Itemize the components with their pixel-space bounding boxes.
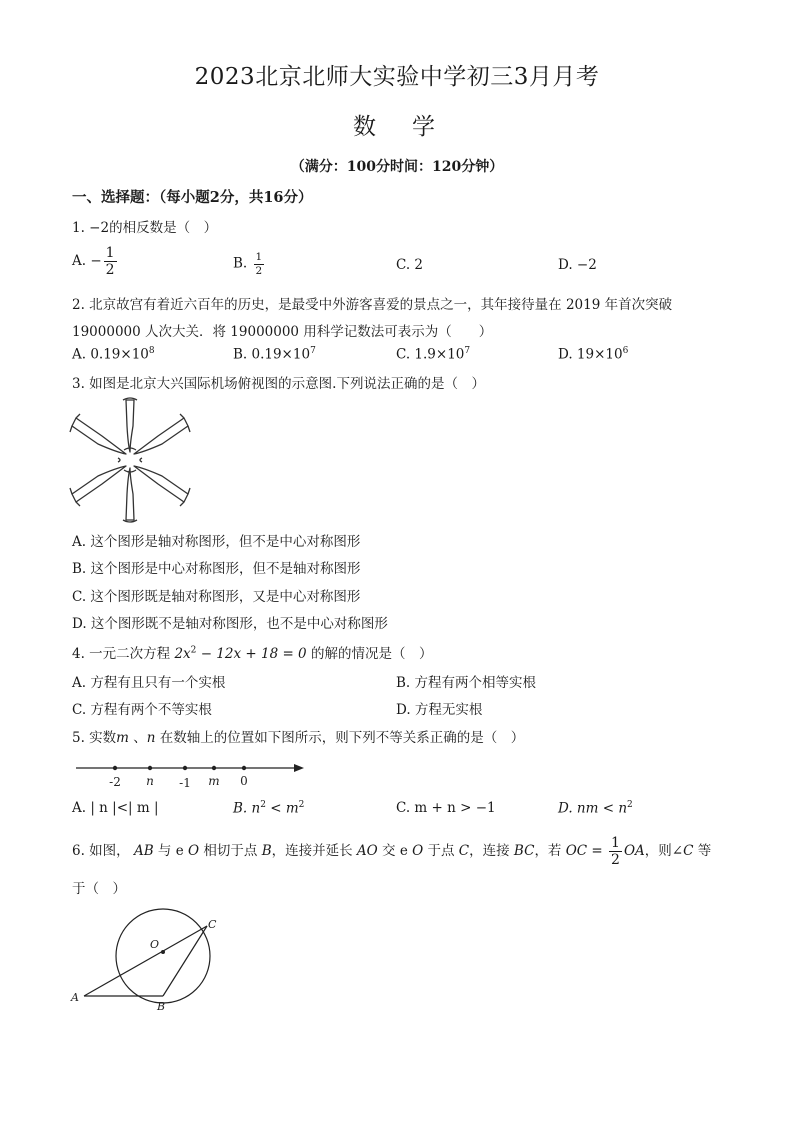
- question-3-option-a: A. 这个图形是轴对称图形，但不是中心对称图形: [72, 534, 361, 550]
- label-a: A: [71, 991, 79, 1004]
- stem-text: 、: [128, 730, 147, 746]
- question-3-option-c: C. 这个图形既是轴对称图形，又是中心对称图形: [72, 589, 361, 605]
- question-2-option-d: [558, 346, 628, 363]
- question-5-option-a: A. | n |<| m |: [72, 800, 159, 816]
- question-6-line-2: 于（ ）: [72, 881, 126, 897]
- stem-text: 5. 实数: [72, 730, 117, 746]
- stem-text: =: [587, 843, 608, 859]
- exponent: 2: [627, 800, 633, 810]
- fraction-one-half: [609, 836, 622, 867]
- exponent: 2: [260, 800, 266, 810]
- stem-text: ，连接并延长: [271, 843, 357, 859]
- question-2-option-c: [396, 346, 470, 363]
- option-text: A. 0.19×10: [72, 346, 149, 363]
- question-2-line-1: 2. 北京故宫有着近六百年的历史，是最受中外游客喜爱的景点之一，其年接待量在 2019 年首次突破: [72, 297, 673, 313]
- variable-m: m: [116, 730, 129, 746]
- star-arm-bottom: [126, 468, 134, 520]
- circle-o: O: [412, 843, 424, 859]
- point-c: C: [683, 843, 694, 859]
- circle-o-shape: [116, 909, 210, 1003]
- variable-n: n: [146, 730, 156, 746]
- option-text: < m: [265, 800, 299, 817]
- question-2-option-a: [72, 346, 155, 363]
- point-neg-two: [113, 766, 117, 770]
- center-point: [161, 950, 165, 954]
- question-4-stem: [72, 642, 432, 662]
- exponent: 7: [464, 346, 471, 356]
- question-5-option-d: [558, 800, 633, 817]
- question-5-option-c: C. m + n > −1: [396, 800, 496, 816]
- equation-term: 2x: [174, 646, 191, 662]
- option-a-prefix: A. −: [72, 253, 102, 269]
- exponent: 7: [310, 346, 316, 356]
- stem-text: 在数轴上的位置如下图所示，则下列不等关系正确的是（ ）: [155, 730, 525, 746]
- question-1-option-b: [233, 252, 266, 276]
- axis-label-m: m: [208, 774, 220, 788]
- line-aoc: [84, 926, 207, 996]
- question-4-option-a: A. 方程有且只有一个实根: [72, 675, 226, 691]
- question-3-stem: 3. 如图是北京大兴国际机场俯视图的示意图.下列说法正确的是（ ）: [72, 376, 485, 392]
- subject-title: 数学: [353, 114, 471, 140]
- question-4-option-b: B. 方程有两个相等实根: [396, 675, 537, 691]
- axis-label-neg-one: -1: [179, 776, 191, 790]
- exponent: 8: [148, 346, 155, 356]
- segment-ao: AO: [356, 843, 378, 859]
- label-o: O: [150, 938, 160, 951]
- axis-label-n: n: [146, 774, 154, 788]
- number-line-figure: [72, 756, 308, 790]
- question-1-stem: 1. −2的相反数是（ ）: [72, 220, 218, 236]
- fraction-numerator: 1: [105, 245, 115, 261]
- fraction-numerator: 1: [611, 835, 620, 851]
- fraction-one-half: [104, 246, 117, 277]
- option-text: B. n: [233, 800, 261, 817]
- equation-rest: − 12x + 18 = 0: [196, 646, 307, 662]
- stem-text: ，则∠: [644, 843, 684, 859]
- section-heading-choice: 一、选择题：（每小题2分，共16分）: [72, 189, 313, 206]
- stem-text: 于点: [423, 843, 459, 859]
- exponent: 6: [622, 346, 629, 356]
- chord-bc: [163, 926, 207, 996]
- option-b-prefix: B.: [233, 255, 248, 272]
- fraction-denominator: 2: [105, 262, 115, 278]
- point-zero: [242, 766, 246, 770]
- star-arm-upper-right: [134, 418, 188, 454]
- point-n: [148, 766, 152, 770]
- fraction-denominator: 2: [611, 852, 620, 868]
- stem-text: 交 e: [377, 843, 413, 859]
- exponent: 2: [298, 800, 305, 810]
- question-5-stem: [72, 726, 524, 746]
- label-c: C: [208, 918, 217, 931]
- point-neg-one: [183, 766, 187, 770]
- stem-text: ，若: [534, 843, 566, 859]
- circle-tangent-figure: [66, 906, 226, 1016]
- stem-text: ，连接: [469, 843, 514, 859]
- label-b: B: [157, 1000, 166, 1013]
- fraction-numerator: 1: [255, 251, 263, 263]
- segment-oa: OA: [623, 843, 645, 859]
- question-2-line-2: 19000000 人次大关．将 19000000 用科学记数法可表示为（ ）: [72, 324, 493, 340]
- option-text: C. 1.9×10: [396, 346, 465, 363]
- number-line-arrow: [294, 764, 304, 772]
- question-3-option-d: D. 这个图形既不是轴对称图形，也不是中心对称图形: [72, 616, 388, 632]
- option-text: D. nm < n: [558, 800, 628, 817]
- point-b: B: [261, 843, 272, 859]
- point-m: [212, 766, 216, 770]
- question-4-option-d: D. 方程无实根: [396, 702, 483, 718]
- stem-text: 等: [693, 843, 712, 859]
- segment-oc: OC: [565, 843, 588, 859]
- axis-label-neg-two: -2: [109, 775, 121, 789]
- score-time-note: （满分：100分时间：120分钟）: [290, 159, 504, 175]
- question-4-option-c: C. 方程有两个不等实根: [72, 702, 212, 718]
- star-arm-lower-left: [72, 466, 126, 502]
- point-c: C: [458, 843, 470, 859]
- exponent: 2: [190, 645, 197, 656]
- question-1-option-c: C. 2: [396, 257, 424, 273]
- stem-text: 相切于点: [199, 843, 262, 859]
- option-text: B. 0.19×10: [233, 346, 311, 363]
- circle-o: O: [188, 843, 200, 859]
- question-3-option-b: B. 这个图形是中心对称图形，但不是轴对称图形: [72, 561, 361, 577]
- star-arm-top: [126, 400, 134, 452]
- axis-label-zero: 0: [240, 774, 248, 788]
- question-6-line-1: [72, 836, 711, 867]
- segment-ab: AB: [133, 843, 154, 859]
- question-1-option-a: [72, 246, 119, 277]
- option-text: D. 19×10: [558, 346, 623, 363]
- star-arm-upper-left: [72, 418, 126, 454]
- fraction-one-half-small: [254, 252, 265, 276]
- segment-bc: BC: [513, 843, 535, 859]
- exam-title: 2023北京北师大实验中学初三3月月考: [194, 64, 600, 90]
- question-1-option-d: D. −2: [558, 257, 597, 273]
- stem-text: 与 e: [153, 843, 189, 859]
- stem-text: 4. 一元二次方程: [72, 646, 175, 662]
- stem-text: 的解的情况是（ ）: [306, 646, 433, 662]
- stem-text: 6. 如图，: [72, 843, 134, 859]
- airport-star-figure: [68, 396, 192, 524]
- question-5-option-b: [233, 800, 304, 817]
- fraction-denominator: 2: [255, 264, 263, 277]
- question-2-option-b: [233, 346, 316, 363]
- star-arm-lower-right: [134, 466, 188, 502]
